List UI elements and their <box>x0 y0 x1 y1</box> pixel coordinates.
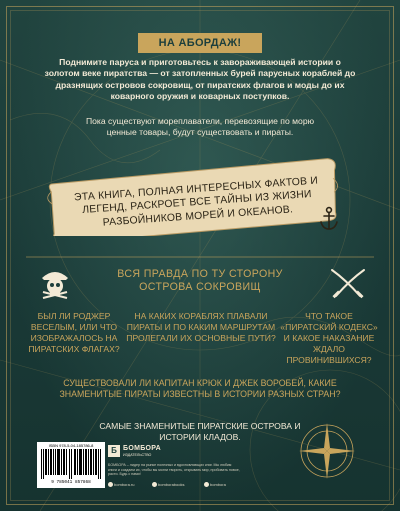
publisher-legal-text: БОМБОРА – лидер на рынке полезных и вдохновляющих книг. Мы любим книги и создаем их, чтобы вы могли творить, открывать мир, пробовать новое, расти. Будь с нами! <box>108 463 240 477</box>
publisher-logo <box>108 445 204 459</box>
intro-paragraph: Поднимите паруса и приготовьтесь к завораживающей истории о золотом веке пиратства — от затопленных бурей парусных кораблей до дразнящих островов сокровищ, от пиратских флагов и моды до их коварного оружия и коварных поступков. <box>44 57 356 102</box>
question-jolly-roger: БЫЛ ЛИ РОДЖЕР ВЕСЕЛЫМ, ИЛИ ЧТО ИЗОБРАЖАЛОСЬ НА ПИРАТСКИХ ФЛАГАХ? <box>28 311 120 354</box>
social-vk[interactable]: bomborabooks <box>152 482 184 487</box>
publisher-mark-icon: Б <box>108 445 120 457</box>
anchor-icon <box>318 206 340 232</box>
scroll-text: ЭТА КНИГА, ПОЛНАЯ ИНТЕРЕСНЫХ ФАКТОВ И ЛЕГЕНД, РАСКРОЕТ ВСЕ ТАЙНЫ ИЗ ЖИЗНИ РАЗБОЙНИКОВ МОРЕЙ И ОКЕАНОВ. <box>73 175 319 229</box>
telegram-icon <box>204 482 209 487</box>
publisher-subtitle: ИЗДАТЕЛЬСТВО <box>123 453 152 457</box>
barcode-number: 9 785041 857868 <box>51 480 91 485</box>
banner-title: НА АБОРДАЖ! <box>138 33 262 53</box>
question-ships-routes: НА КАКИХ КОРАБЛЯХ ПЛАВАЛИ ПИРАТЫ И ПО КАКИМ МАРШРУТАМ ПРОЛЕГАЛИ ИХ ОСНОВНЫЕ ПУТИ? <box>126 311 276 343</box>
publisher-name: БОМБОРА <box>123 445 161 452</box>
social-telegram[interactable]: bombora <box>204 482 226 487</box>
rope-divider <box>26 252 374 262</box>
social-links <box>108 482 248 490</box>
crossed-sabers-icon <box>328 266 368 300</box>
barcode-block <box>37 442 105 488</box>
section-headline: ВСЯ ПРАВДА ПО ТУ СТОРОНУ ОСТРОВА СОКРОВИЩ <box>117 268 283 293</box>
pirate-skull-icon <box>38 266 72 302</box>
pirates-paragraph: Пока существуют мореплаватели, перевозящие по морю ценные товары, будут существовать и пираты. <box>85 116 315 138</box>
question-pirate-code: ЧТО ТАКОЕ «ПИРАТСКИЙ КОДЕКС» И КАКОЕ НАКАЗАНИЕ ЖДАЛО ПРОВИНИВШИХСЯ? <box>280 311 378 365</box>
isbn-text: ISBN 978-5-04-185786-8 <box>48 443 94 448</box>
social-website[interactable]: bombora.ru <box>108 482 134 487</box>
barcode-bars <box>41 449 101 479</box>
islands-treasures-text: САМЫЕ ЗНАМЕНИТЫЕ ПИРАТСКИЕ ОСТРОВА И ИСТОРИИ КЛАДОВ. <box>99 421 301 442</box>
globe-icon <box>108 482 113 487</box>
vk-icon <box>152 482 157 487</box>
compass-rose-icon <box>296 420 358 482</box>
question-famous-pirates: СУЩЕСТВОВАЛИ ЛИ КАПИТАН КРЮК И ДЖЕК ВОРОБЕЙ, КАКИЕ ЗНАМЕНИТЫЕ ПИРАТЫ ИЗВЕСТНЫ В ИСТОРИИ РАЗНЫХ СТРАН? <box>59 378 341 400</box>
